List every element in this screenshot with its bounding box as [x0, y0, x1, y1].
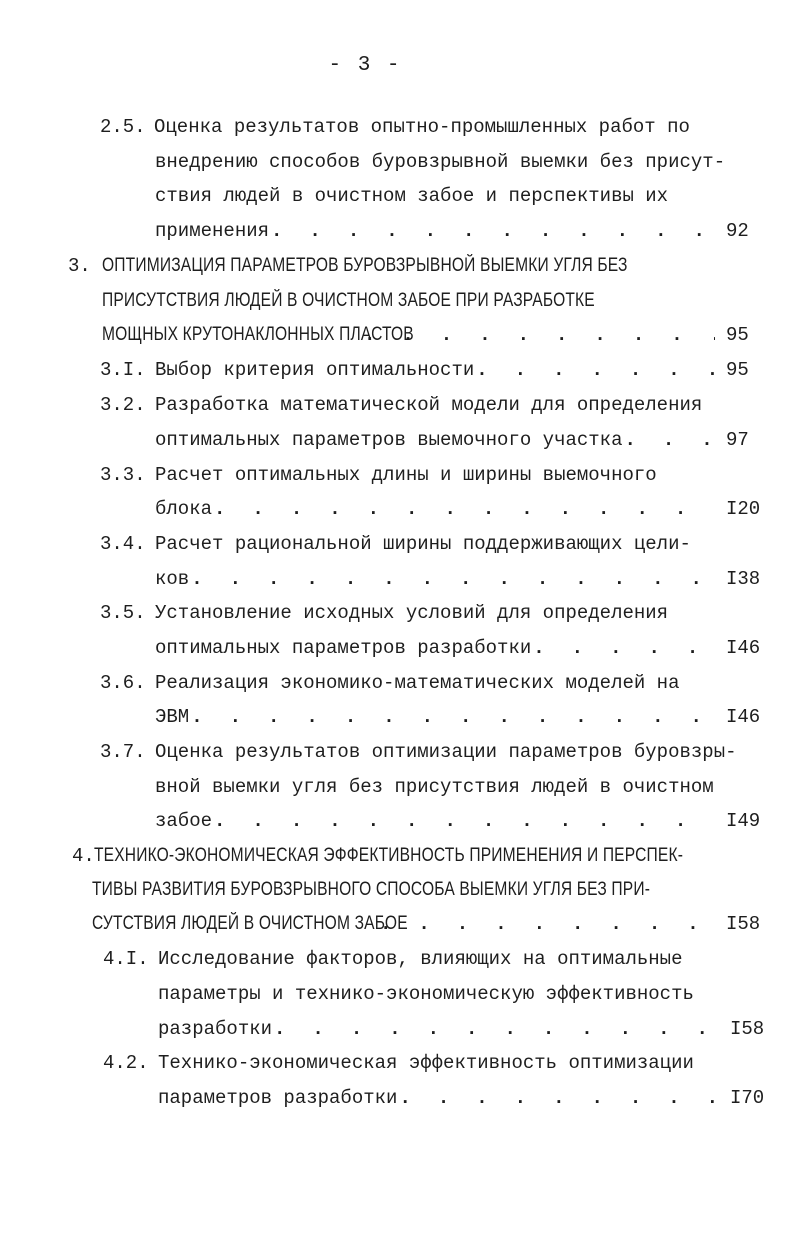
section-number: 3.5.: [100, 602, 146, 624]
section-title-line: внедрению способов буровзрывной выемки без присут-: [155, 151, 726, 173]
section-title-line: Оценка результатов оптимизации параметров буровзры-: [155, 741, 737, 763]
page-ref: 95: [726, 359, 749, 381]
section-title-line: применения: [155, 220, 270, 242]
section-title-line: Разработка математической модели для определения: [155, 394, 703, 416]
section-title-line: Расчет оптимальных длины и ширины выемочного: [155, 464, 657, 486]
section-number: 3.: [68, 255, 91, 277]
page-ref: 97: [726, 429, 749, 451]
section-number: 3.3.: [100, 464, 146, 486]
page-ref: 92: [726, 220, 749, 242]
dot-leader: [212, 495, 715, 523]
section-title-line: блока: [155, 498, 213, 520]
section-title-line: ков: [155, 568, 190, 590]
section-title-line: Расчет рациональной ширины поддерживающих цели-: [155, 533, 691, 555]
page-number: - 3 -: [328, 54, 402, 77]
section-title-line: параметры и технико-экономическую эффективность: [158, 983, 694, 1005]
section-title-line: Реализация экономико-математических моделей на: [155, 672, 680, 694]
section-number: 3.4.: [100, 533, 146, 555]
section-title-line: ТИВЫ РАЗВИТИЯ БУРОВЗРЫВНОГО СПОСОБА ВЫЕМКИ УГЛЯ БЕЗ ПРИ-: [92, 879, 651, 900]
section-title-line: Технико-экономическая эффективность оптимизации: [158, 1052, 694, 1074]
section-title-line: ОПТИМИЗАЦИЯ ПАРАМЕТРОВ БУРОВЗРЫВНОЙ ВЫЕМКИ УГЛЯ БЕЗ: [102, 255, 628, 276]
section-number: 3.I.: [100, 359, 146, 381]
section-number: 4.2.: [103, 1052, 149, 1074]
page-ref: I58: [730, 1018, 765, 1040]
section-title-line: Выбор критерия оптимальности: [155, 359, 475, 381]
dot-leader: [189, 703, 715, 731]
section-title-line: ЭВМ: [155, 706, 190, 728]
dot-leader: [474, 356, 715, 384]
page-ref: I58: [726, 913, 761, 935]
page-ref: I49: [726, 810, 761, 832]
section-title-line: СУТСТВИЯ ЛЮДЕЙ В ОЧИСТНОМ ЗАБОЕ: [92, 913, 408, 934]
dot-leader: [531, 634, 715, 662]
section-title-line: Установление исходных условий для определения: [155, 602, 669, 624]
section-title-line: параметров разработки: [158, 1087, 398, 1109]
section-number: 3.2.: [100, 394, 146, 416]
dot-leader: [189, 565, 715, 593]
page-ref: I46: [726, 706, 761, 728]
page-ref: 95: [726, 324, 749, 346]
dot-leader: [272, 1015, 715, 1043]
section-number: 4.I.: [103, 948, 149, 970]
section-number: 3.6.: [100, 672, 146, 694]
section-title-line: ПРИСУТСТВИЯ ЛЮДЕЙ В ОЧИСТНОМ ЗАБОЕ ПРИ РАЗРАБОТКЕ: [102, 290, 595, 311]
dot-leader: [362, 321, 715, 349]
page-ref: I46: [726, 637, 761, 659]
dot-leader: [397, 1084, 715, 1112]
dot-leader: [622, 426, 715, 454]
section-title-line: ствия людей в очистном забое и перспективы их: [155, 185, 669, 207]
section-title-line: разработки: [158, 1018, 273, 1040]
section-number: 4.: [72, 845, 95, 867]
dot-leader: [212, 807, 715, 835]
page-ref: I70: [730, 1087, 765, 1109]
section-title-line: Оценка результатов опытно-промышленных работ по: [154, 116, 690, 138]
section-number: 3.7.: [100, 741, 146, 763]
section-title-line: забое: [155, 810, 213, 832]
section-title-line: оптимальных параметров разработки: [155, 637, 532, 659]
section-number: 2.5.: [100, 116, 146, 138]
page-ref: I20: [726, 498, 761, 520]
page-ref: I38: [726, 568, 761, 590]
dot-leader: [269, 217, 715, 245]
section-title-line: ТЕХНИКО-ЭКОНОМИЧЕСКАЯ ЭФФЕКТИВНОСТЬ ПРИМЕНЕНИЯ И ПЕРСПЕК-: [94, 845, 684, 866]
section-title-line: МОЩНЫХ КРУТОНАКЛОННЫХ ПЛАСТОВ: [102, 324, 414, 345]
section-title-line: вной выемки угля без присутствия людей в очистном: [155, 776, 714, 798]
section-title-line: оптимальных параметров выемочного участка: [155, 429, 623, 451]
section-title-line: Исследование факторов, влияющих на оптимальные: [158, 948, 683, 970]
dot-leader: [378, 910, 715, 938]
